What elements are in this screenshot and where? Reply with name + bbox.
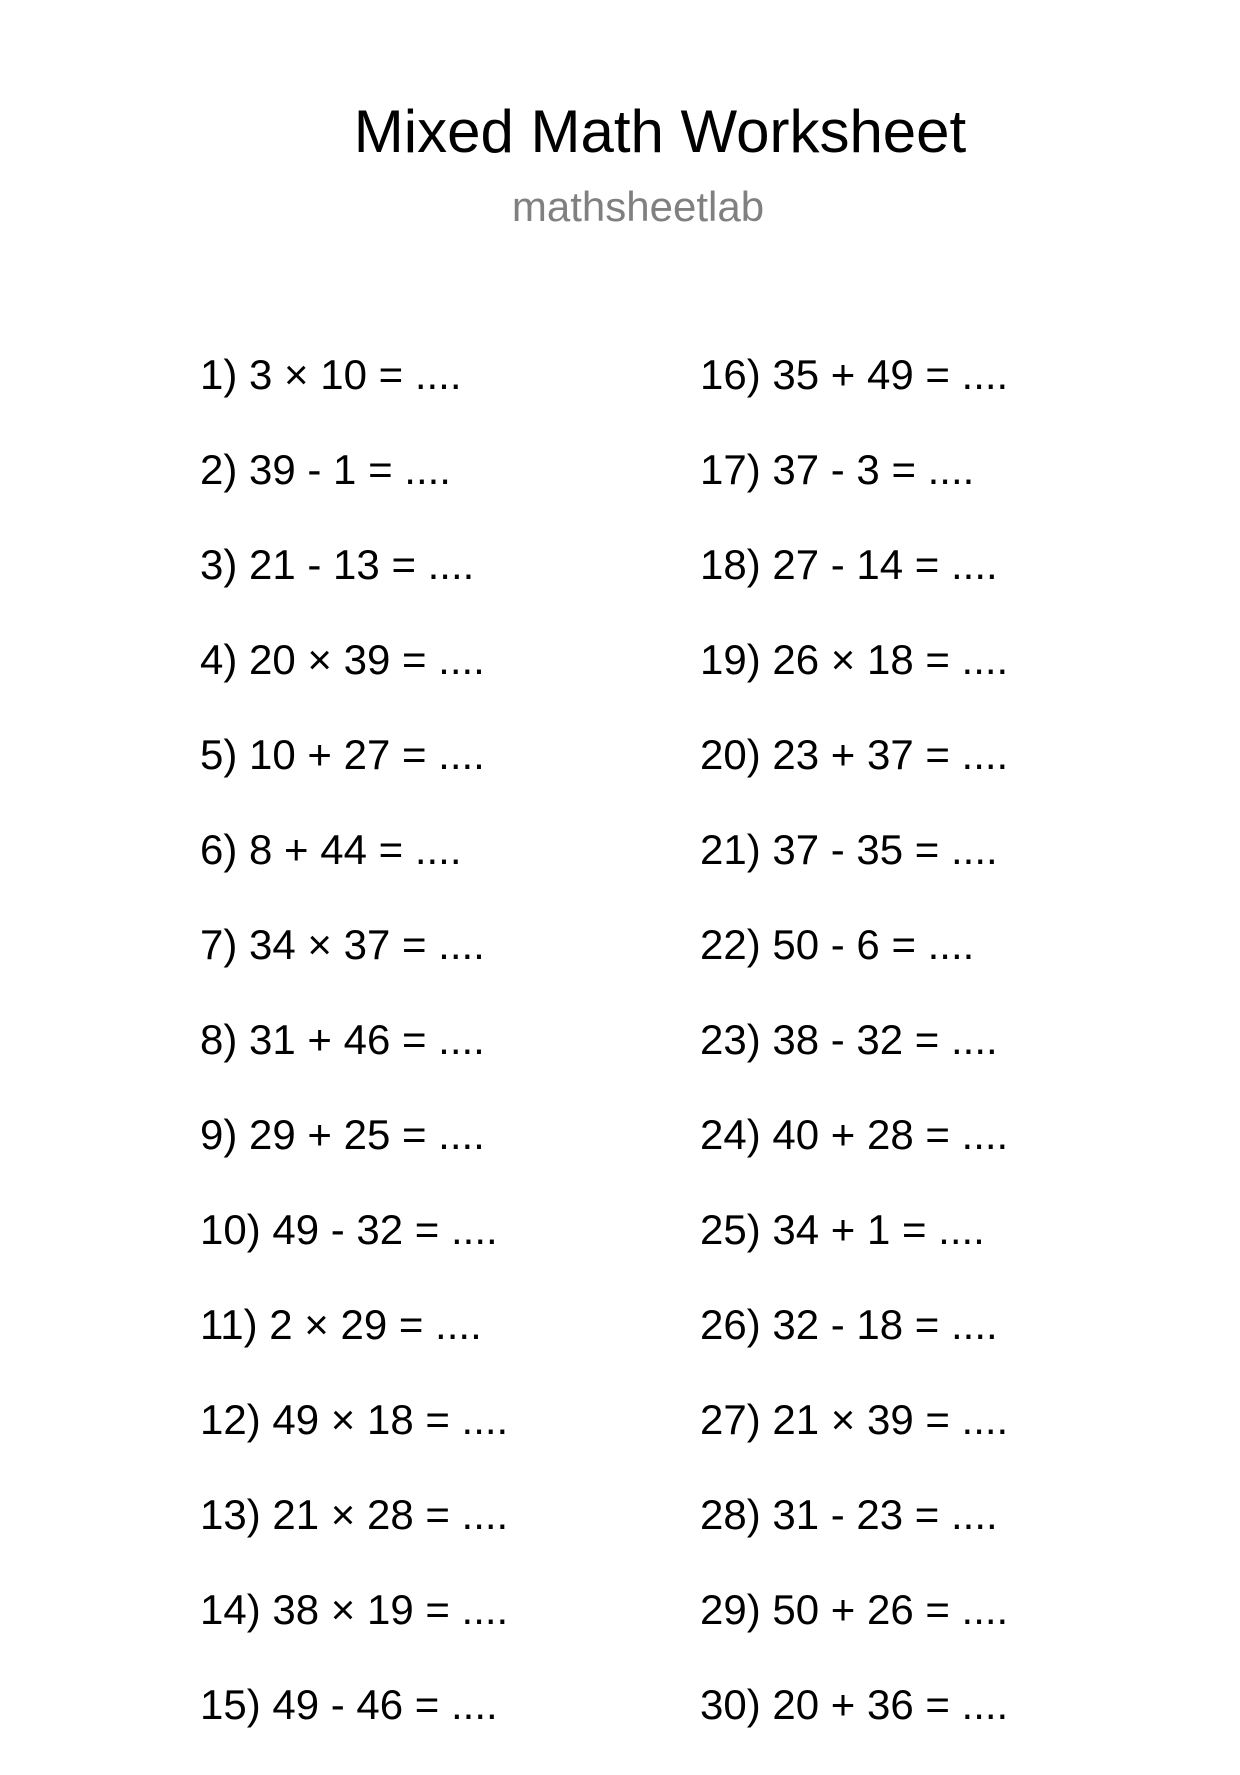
problem-item: 20) 23 + 37 = ....: [700, 731, 1009, 778]
problem-item: 16) 35 + 49 = ....: [700, 351, 1009, 398]
problem-item: 3) 21 - 13 = ....: [200, 541, 475, 588]
problem-item: 13) 21 × 28 = ....: [200, 1491, 509, 1538]
problem-item: 2) 39 - 1 = ....: [200, 446, 451, 493]
problem-item: 24) 40 + 28 = ....: [700, 1111, 1009, 1158]
problem-item: 29) 50 + 26 = ....: [700, 1586, 1009, 1633]
problem-item: 22) 50 - 6 = ....: [700, 921, 975, 968]
problem-item: 28) 31 - 23 = ....: [700, 1491, 998, 1538]
problem-item: 12) 49 × 18 = ....: [200, 1396, 509, 1443]
worksheet-subtitle: mathsheetlab: [511, 183, 765, 230]
problem-item: 26) 32 - 18 = ....: [700, 1301, 998, 1348]
worksheet-title: Mixed Math Worksheet: [353, 98, 967, 165]
problem-item: 27) 21 × 39 = ....: [700, 1396, 1009, 1443]
problem-item: 11) 2 × 29 = ....: [200, 1301, 482, 1348]
problem-item: 7) 34 × 37 = ....: [200, 921, 485, 968]
problem-item: 23) 38 - 32 = ....: [700, 1016, 998, 1063]
problem-item: 25) 34 + 1 = ....: [700, 1206, 985, 1253]
problem-item: 14) 38 × 19 = ....: [200, 1586, 509, 1633]
problem-item: 21) 37 - 35 = ....: [700, 826, 998, 873]
problem-item: 6) 8 + 44 = ....: [200, 826, 462, 873]
problem-item: 8) 31 + 46 = ....: [200, 1016, 485, 1063]
problem-item: 19) 26 × 18 = ....: [700, 636, 1009, 683]
problem-list-right: [700, 350, 1008, 1775]
problem-item: 30) 20 + 36 = ....: [700, 1681, 1009, 1728]
problem-item: 10) 49 - 32 = ....: [200, 1206, 498, 1253]
problem-item: 15) 49 - 46 = ....: [200, 1681, 498, 1728]
problem-item: 5) 10 + 27 = ....: [200, 731, 485, 778]
problem-item: 9) 29 + 25 = ....: [200, 1111, 485, 1158]
problem-list-left: [200, 350, 508, 1775]
problem-item: 18) 27 - 14 = ....: [700, 541, 998, 588]
problem-item: 4) 20 × 39 = ....: [200, 636, 485, 683]
problem-item: 1) 3 × 10 = ....: [200, 351, 462, 398]
problem-item: 17) 37 - 3 = ....: [700, 446, 975, 493]
